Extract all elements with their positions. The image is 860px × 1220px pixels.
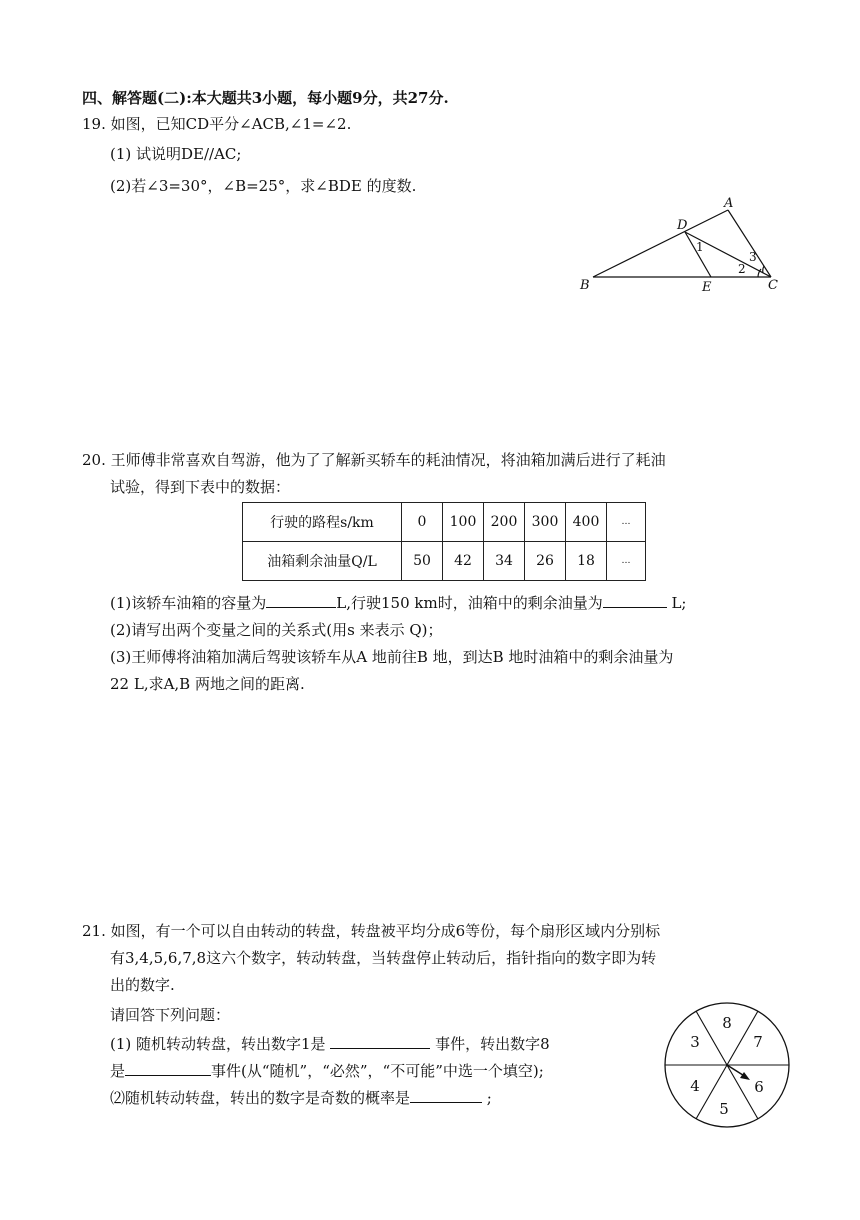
q20-stem-line1: 20. 王师傅非常喜欢自驾游，他为了了解新买轿车的耗油情况，将油箱加满后进行了耗油 [82,451,666,469]
q20-part3-line2: 22 L,求A,B 两地之间的距离. [110,675,305,693]
vertex-label-b: B [580,278,590,293]
table-cell: 400 [566,503,607,542]
answer-blank-capacity[interactable] [266,592,336,608]
q21-stem-line3: 出的数字. [110,976,175,994]
section-heading: 四、解答题(二):本大题共3小题，每小题9分，共27分. [82,89,449,107]
q20-part1 [110,592,687,613]
q20-part1-text-b: L,行驶150 km时，油箱中的剩余油量为 [336,594,603,612]
table-cell: 300 [525,503,566,542]
answer-blank-probability[interactable] [410,1087,482,1103]
spinner-label-3: 3 [690,1033,700,1051]
q21-part1-text-c: 是 [110,1062,126,1080]
table-cell: 34 [484,542,525,581]
table-cell: 100 [443,503,484,542]
q21-part2-text-b: ; [482,1089,492,1107]
q19-stem: 19. 如图，已知CD平分∠ACB,∠1=∠2. [82,115,352,133]
answer-blank-event1[interactable] [330,1033,430,1049]
vertex-label-a: A [724,196,734,211]
vertex-label-d: D [677,218,688,233]
table-cell: 26 [525,542,566,581]
q21-part1-line2 [110,1060,544,1081]
table-cell: … [607,542,646,581]
angle-label-1: 1 [696,240,704,254]
table-cell: 18 [566,542,607,581]
table-cell: … [607,503,646,542]
q20-part3-line1: (3)王师傅将油箱加满后驾驶该轿车从A 地前往B 地，到达B 地时油箱中的剩余油量为 [110,648,674,666]
q19-part1: (1) 试说明DE//AC; [110,145,242,163]
q21-part2 [110,1087,492,1108]
q21-part1-text-a: (1) 随机转动转盘，转出数字1是 [110,1035,331,1053]
table-cell: 50 [402,542,443,581]
triangle-figure [578,195,778,295]
data-table [242,502,646,581]
angle-arc [763,266,764,273]
q21-part1-text-d: 事件(从“随机”，“必然”，“不可能”中选一个填空); [211,1062,544,1080]
angle-label-2: 2 [738,262,746,276]
vertex-label-c: C [768,278,778,293]
answer-blank-remaining[interactable] [603,592,667,608]
spinner-label-6: 6 [754,1078,764,1096]
spinner-label-8: 8 [722,1014,732,1032]
answer-blank-event8[interactable] [125,1060,211,1076]
table-cell: 0 [402,503,443,542]
q20-part1-text-c: L; [666,594,687,612]
q21-part2-text-a: ⑵随机转动转盘，转出的数字是奇数的概率是 [110,1089,411,1107]
spinner-label-7: 7 [753,1033,763,1051]
q21-part1-text-b: 事件，转出数字8 [430,1035,550,1053]
q21-stem-line2: 有3,4,5,6,7,8这六个数字，转动转盘，当转盘停止转动后，指针指向的数字即为转 [110,949,657,967]
table-header-fuel: 油箱剩余油量Q/L [243,542,402,581]
q20-part2: (2)请写出两个变量之间的关系式(用s 来表示 Q)； [110,621,443,639]
q20-part1-text-a: (1)该轿车油箱的容量为 [110,594,267,612]
table-row [243,542,646,581]
q20-stem-line2: 试验，得到下表中的数据： [110,478,291,496]
segment-ac [728,210,771,277]
table-header-distance: 行驶的路程s/km [243,503,402,542]
spinner-label-4: 4 [690,1077,700,1095]
spinner-label-5: 5 [719,1100,729,1118]
q19-part2: (2)若∠3=30°，∠B=25°，求∠BDE 的度数. [110,177,417,195]
q21-part1-line1 [110,1033,550,1054]
angle-label-3: 3 [749,250,757,264]
q21-stem-line1: 21. 如图，有一个可以自由转动的转盘，转盘被平均分成6等份，每个扇形区域内分别标 [82,922,661,940]
vertex-label-e: E [702,280,712,295]
table-row [243,503,646,542]
q21-prompt: 请回答下列问题： [110,1006,231,1024]
table-cell: 42 [443,542,484,581]
spinner-figure [662,1000,792,1130]
table-cell: 200 [484,503,525,542]
